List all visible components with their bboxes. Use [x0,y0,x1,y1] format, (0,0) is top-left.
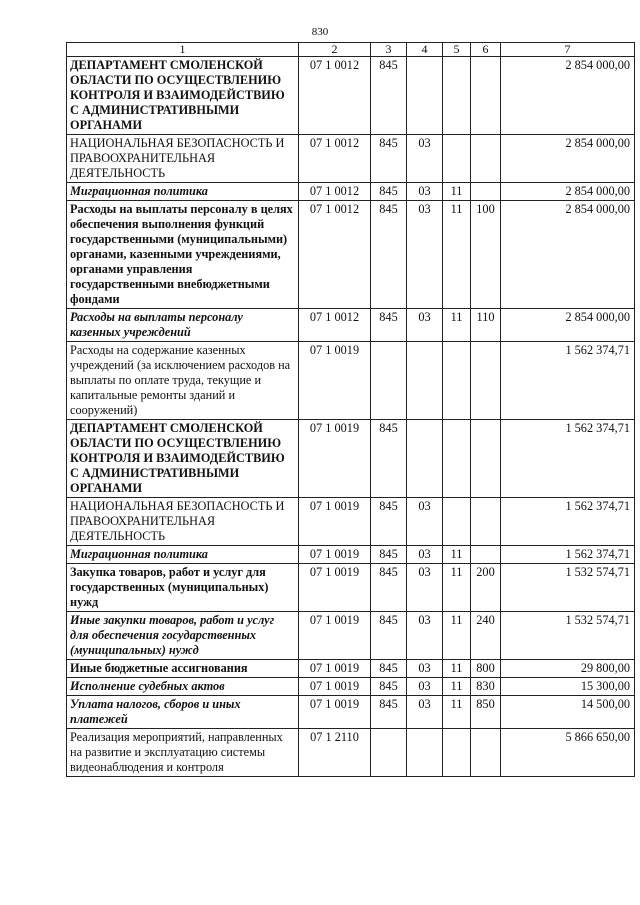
subsection-code-cell: 11 [443,546,471,564]
expense-type-cell [471,342,501,420]
target-code-cell: 07 1 0019 [299,660,371,678]
subsection-code-cell: 11 [443,564,471,612]
expense-name-cell: Иные бюджетные ассигнования [67,660,299,678]
section-code-cell: 03 [407,660,443,678]
column-number: 7 [501,43,635,57]
table-row [67,183,635,201]
subsection-code-cell: 11 [443,678,471,696]
administrator-code-cell: 845 [371,201,407,309]
administrator-code-cell: 845 [371,183,407,201]
expense-type-cell: 830 [471,678,501,696]
section-code-cell: 03 [407,546,443,564]
table-row [67,201,635,309]
amount-cell: 2 854 000,00 [501,309,635,342]
subsection-code-cell: 11 [443,612,471,660]
expense-name-cell: Исполнение судебных актов [67,678,299,696]
expense-type-cell: 100 [471,201,501,309]
expense-name-cell: НАЦИОНАЛЬНАЯ БЕЗОПАСНОСТЬ И ПРАВООХРАНИТЕЛЬНАЯ ДЕЯТЕЛЬНОСТЬ [67,498,299,546]
table-row [67,342,635,420]
administrator-code-cell: 845 [371,546,407,564]
subsection-code-cell [443,498,471,546]
table-row [67,696,635,729]
expense-type-cell: 110 [471,309,501,342]
subsection-code-cell [443,342,471,420]
expense-type-cell [471,57,501,135]
expense-name-cell: Иные закупки товаров, работ и услуг для обеспечения государственных (муниципальных) нужд [67,612,299,660]
expense-type-cell [471,498,501,546]
target-code-cell: 07 1 0019 [299,342,371,420]
amount-cell: 14 500,00 [501,696,635,729]
subsection-code-cell: 11 [443,201,471,309]
expense-type-cell [471,546,501,564]
amount-cell: 1 562 374,71 [501,342,635,420]
amount-cell: 5 866 650,00 [501,729,635,777]
table-row [67,564,635,612]
page-number: 830 [311,26,329,38]
table-row [67,612,635,660]
amount-cell: 1 562 374,71 [501,420,635,498]
expense-name-cell: Миграционная политика [67,546,299,564]
section-code-cell [407,420,443,498]
expense-name-cell: Расходы на содержание казенных учреждений (за исключением расходов на выплаты по оплате труда, текущие и капитальные ремонты зданий и сооружений) [67,342,299,420]
expense-type-cell: 200 [471,564,501,612]
table-row [67,135,635,183]
column-number: 3 [371,43,407,57]
target-code-cell: 07 1 0012 [299,135,371,183]
administrator-code-cell: 845 [371,696,407,729]
expense-name-cell: Уплата налогов, сборов и иных платежей [67,696,299,729]
expense-name-cell: НАЦИОНАЛЬНАЯ БЕЗОПАСНОСТЬ И ПРАВООХРАНИТЕЛЬНАЯ ДЕЯТЕЛЬНОСТЬ [67,135,299,183]
amount-cell: 2 854 000,00 [501,183,635,201]
amount-cell: 2 854 000,00 [501,201,635,309]
target-code-cell: 07 1 2110 [299,729,371,777]
administrator-code-cell: 845 [371,498,407,546]
target-code-cell: 07 1 0019 [299,612,371,660]
table-row [67,498,635,546]
section-code-cell: 03 [407,612,443,660]
table-row [67,660,635,678]
section-code-cell [407,57,443,135]
administrator-code-cell [371,729,407,777]
target-code-cell: 07 1 0012 [299,57,371,135]
target-code-cell: 07 1 0012 [299,201,371,309]
subsection-code-cell [443,420,471,498]
amount-cell: 15 300,00 [501,678,635,696]
column-number: 2 [299,43,371,57]
subsection-code-cell: 11 [443,660,471,678]
table-row [67,546,635,564]
administrator-code-cell: 845 [371,420,407,498]
target-code-cell: 07 1 0019 [299,420,371,498]
expense-type-cell [471,729,501,777]
section-code-cell [407,342,443,420]
expense-type-cell [471,135,501,183]
column-number: 1 [67,43,299,57]
target-code-cell: 07 1 0012 [299,183,371,201]
administrator-code-cell: 845 [371,564,407,612]
section-code-cell: 03 [407,696,443,729]
expense-name-cell: Расходы на выплаты персоналу казенных учреждений [67,309,299,342]
administrator-code-cell [371,342,407,420]
section-code-cell: 03 [407,183,443,201]
column-number: 6 [471,43,501,57]
amount-cell: 1 532 574,71 [501,564,635,612]
expense-name-cell: ДЕПАРТАМЕНТ СМОЛЕНСКОЙ ОБЛАСТИ ПО ОСУЩЕСТВЛЕНИЮ КОНТРОЛЯ И ВЗАИМОДЕЙСТВИЮ С АДМИНИСТРАТИВНЫМИ ОРГАНАМИ [67,420,299,498]
administrator-code-cell: 845 [371,135,407,183]
amount-cell: 1 532 574,71 [501,612,635,660]
table-row [67,678,635,696]
expense-type-cell: 850 [471,696,501,729]
budget-table [66,42,635,777]
expense-name-cell: Расходы на выплаты персоналу в целях обеспечения выполнения функций государственными (муниципальными) органами, казенными учреждениями, органами управления государственными внебюджетными фондами [67,201,299,309]
administrator-code-cell: 845 [371,57,407,135]
subsection-code-cell: 11 [443,183,471,201]
subsection-code-cell [443,729,471,777]
subsection-code-cell [443,135,471,183]
table-row [67,309,635,342]
expense-name-cell: Закупка товаров, работ и услуг для государственных (муниципальных) нужд [67,564,299,612]
amount-cell: 29 800,00 [501,660,635,678]
section-code-cell [407,729,443,777]
target-code-cell: 07 1 0019 [299,696,371,729]
administrator-code-cell: 845 [371,660,407,678]
expense-type-cell: 800 [471,660,501,678]
target-code-cell: 07 1 0019 [299,546,371,564]
administrator-code-cell: 845 [371,309,407,342]
column-number-row [67,43,635,57]
expense-type-cell [471,183,501,201]
administrator-code-cell: 845 [371,678,407,696]
subsection-code-cell [443,57,471,135]
amount-cell: 2 854 000,00 [501,57,635,135]
target-code-cell: 07 1 0019 [299,678,371,696]
table-row [67,729,635,777]
column-number: 5 [443,43,471,57]
subsection-code-cell: 11 [443,309,471,342]
target-code-cell: 07 1 0019 [299,498,371,546]
administrator-code-cell: 845 [371,612,407,660]
target-code-cell: 07 1 0012 [299,309,371,342]
section-code-cell: 03 [407,678,443,696]
expense-type-cell [471,420,501,498]
table-row [67,420,635,498]
expense-name-cell: Миграционная политика [67,183,299,201]
target-code-cell: 07 1 0019 [299,564,371,612]
section-code-cell: 03 [407,135,443,183]
section-code-cell: 03 [407,201,443,309]
expense-name-cell: Реализация мероприятий, направленных на развитие и эксплуатацию системы видеонаблюдения и контроля [67,729,299,777]
section-code-cell: 03 [407,564,443,612]
amount-cell: 1 562 374,71 [501,546,635,564]
table-row [67,57,635,135]
expense-type-cell: 240 [471,612,501,660]
section-code-cell: 03 [407,309,443,342]
subsection-code-cell: 11 [443,696,471,729]
amount-cell: 1 562 374,71 [501,498,635,546]
column-number: 4 [407,43,443,57]
section-code-cell: 03 [407,498,443,546]
expense-name-cell: ДЕПАРТАМЕНТ СМОЛЕНСКОЙ ОБЛАСТИ ПО ОСУЩЕСТВЛЕНИЮ КОНТРОЛЯ И ВЗАИМОДЕЙСТВИЮ С АДМИНИСТРАТИВНЫМИ ОРГАНАМИ [67,57,299,135]
amount-cell: 2 854 000,00 [501,135,635,183]
